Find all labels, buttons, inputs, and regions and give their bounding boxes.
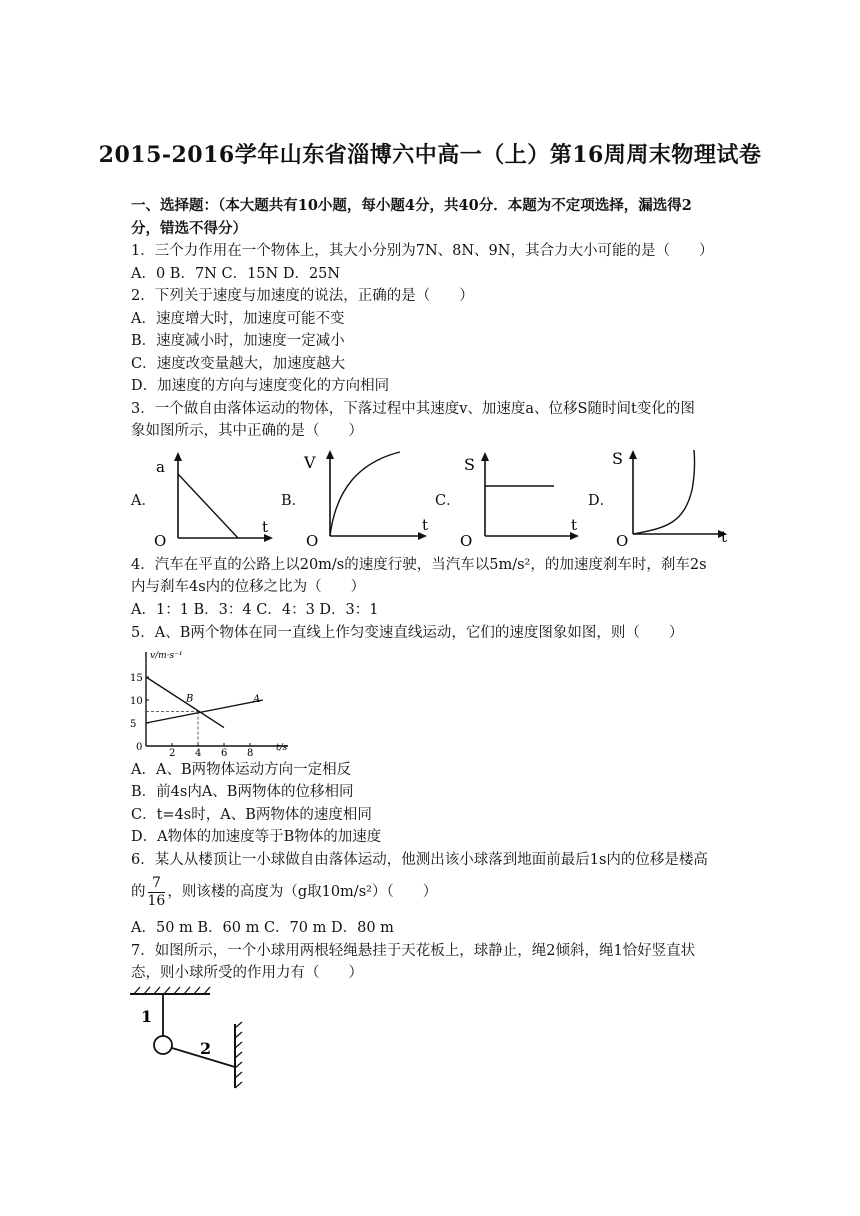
q7-ceiling-hatch — [134, 987, 210, 994]
q2-stem: 2．下列关于速度与加速度的说法，正确的是（ ） — [131, 288, 474, 304]
q4-stem-line2: 内与刹车4s内的位移之比为（ ） — [131, 579, 366, 595]
q5-x-tick-label: 8 — [247, 748, 254, 756]
q3-graph-a-ylabel: a — [156, 458, 165, 476]
q6-options: A．50 m B．60 m C．70 m D．80 m — [131, 920, 394, 936]
q3-graph-d — [608, 448, 738, 548]
q3-graph-d-option: D． — [588, 493, 615, 509]
q4-stem-line1: 4．汽车在平直的公路上以20m/s的速度行驶，当汽车以5m/s²，的加速度刹车时，刹车2s — [131, 557, 707, 573]
q6-stem-post: ，则该楼的高度为（g取10m/s²）（ ） — [167, 884, 438, 900]
q5-y-tick-label: 10 — [130, 696, 143, 707]
q3-graph-d-xlabel: t — [721, 528, 728, 546]
q6-fraction-numerator: 7 — [148, 875, 166, 893]
q3-graph-a-xlabel: t — [262, 518, 269, 536]
page-title: 2015-2016学年山东省淄博六中高一（上）第16周周末物理试卷 — [98, 142, 762, 168]
q7-ball — [154, 1036, 172, 1054]
q5-velocity-chart — [128, 646, 298, 756]
q5-y-axis-label: v/m·s⁻¹ — [150, 651, 183, 661]
q3-graph-b-ylabel: V — [304, 453, 316, 472]
q5-x-tick-label: 2 — [169, 748, 176, 756]
q5-option-d: D．A物体的加速度等于B物体的加速度 — [131, 829, 382, 845]
q5-stem: 5．A、B两个物体在同一直线上作匀变速直线运动，它们的速度图象如图，则（ ） — [131, 625, 684, 641]
q5-x-tick-label: 4 — [195, 748, 202, 756]
section-header-line2: 分，错选不得分） — [131, 220, 247, 237]
q5-series-a-label: A — [253, 694, 261, 705]
q3-graph-b-origin: O — [306, 532, 319, 548]
q5-x-axis-label: t/s — [276, 743, 288, 753]
q5-series-b-label: B — [186, 693, 194, 705]
q4-options: A．1：1 B．3：4 C．4：3 D．3：1 — [131, 602, 379, 618]
q5-y-tick-label: 15 — [130, 673, 143, 684]
q5-origin: 0 — [136, 742, 143, 753]
q5-x-tick-label: 6 — [221, 748, 228, 756]
q2-option-a: A．速度增大时，加速度可能不变 — [131, 311, 345, 327]
q3-graph-c-option: C． — [435, 493, 461, 509]
q5-y-tick-label: 5 — [130, 719, 137, 730]
q3-stem-line1: 3．一个做自由落体运动的物体，下落过程中其速度v、加速度a、位移S随时间t变化的图 — [131, 401, 695, 417]
q7-hanging-ball-figure — [128, 984, 258, 1092]
q3-graph-c-xlabel: t — [571, 516, 578, 534]
q6-stem-line2 — [131, 872, 437, 912]
q3-graph-d-ylabel: S — [612, 449, 623, 468]
q5-option-a: A．A、B两物体运动方向一定相反 — [131, 762, 352, 778]
q2-option-d: D．加速度的方向与速度变化的方向相同 — [131, 378, 390, 394]
q6-stem-line1: 6．某人从楼顶让一小球做自由落体运动，他测出该小球落到地面前最后1s内的位移是楼高 — [131, 852, 708, 868]
q3-graph-a — [148, 450, 278, 548]
q7-rope-1-label: 1 — [141, 1007, 153, 1026]
q3-graph-a-origin: O — [154, 532, 167, 548]
q3-graph-c-ylabel: S — [464, 455, 475, 474]
q3-graph-a-option: A． — [131, 493, 156, 509]
q3-graph-b-xlabel: t — [422, 516, 429, 534]
q3-graph-b — [300, 448, 440, 548]
q6-fraction — [148, 875, 166, 910]
q2-option-c: C．速度改变量越大，加速度越大 — [131, 356, 346, 372]
q5-option-b: B．前4s内A、B两物体的位移相同 — [131, 784, 354, 800]
q7-stem-line2: 态，则小球所受的作用力有（ ） — [131, 965, 363, 981]
q7-wall-hatch — [235, 1022, 242, 1088]
section-header-line1: 一、选择题：（本大题共有10小题，每小题4分，共40分．本题为不定项选择，漏选得2 — [131, 197, 692, 214]
q5-option-c: C．t=4s时，A、B两物体的速度相同 — [131, 807, 372, 823]
q6-fraction-denominator: 16 — [147, 892, 166, 909]
q1-stem: 1．三个力作用在一个物体上，其大小分别为7N、8N、9N，其合力大小可能的是（ ） — [131, 243, 714, 259]
q3-graph-b-option: B． — [281, 493, 307, 509]
q3-graph-d-origin: O — [616, 532, 629, 548]
q6-stem-pre: 的 — [131, 884, 146, 900]
q7-rope-2-label: 2 — [200, 1039, 212, 1058]
q1-options: A．0 B．7N C．15N D．25N — [131, 266, 341, 282]
q3-stem-line2: 象如图所示，其中正确的是（ ） — [131, 423, 363, 439]
q7-stem-line1: 7．如图所示，一个小球用两根轻绳悬挂于天花板上，球静止，绳2倾斜，绳1恰好竖直状 — [131, 943, 696, 959]
q3-graph-c-origin: O — [460, 532, 473, 548]
q2-option-b: B．速度减小时，加速度一定减小 — [131, 333, 345, 349]
q3-graph-c — [458, 450, 588, 548]
